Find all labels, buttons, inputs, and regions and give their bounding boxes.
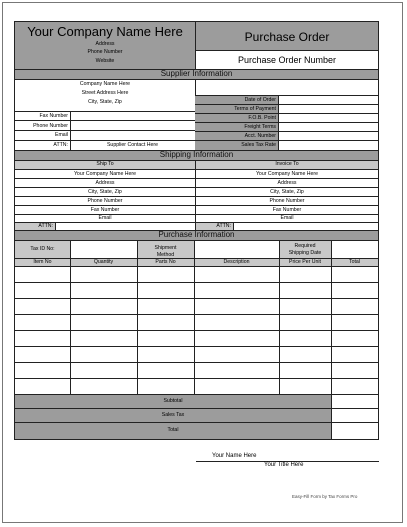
company-address[interactable]: Address — [95, 41, 115, 47]
subtotal-row — [15, 395, 331, 408]
date-of-order-label: Date of Order — [244, 97, 276, 103]
ship-to-line[interactable]: Fax Number — [90, 207, 120, 213]
ship-to-line[interactable]: Email — [98, 215, 112, 221]
shipment-method-label: Shipment Method — [154, 245, 177, 258]
supplier-email-label: Email — [55, 132, 68, 138]
invoice-to-line[interactable]: City, State, Zip — [270, 189, 304, 195]
tax-id-label-bg — [15, 241, 70, 258]
invoice-to-header — [196, 161, 378, 169]
sales-tax-label: Sales Tax — [161, 412, 185, 418]
ship-to-line[interactable]: Your Company Name Here — [73, 171, 137, 177]
total-label: Total — [167, 427, 179, 433]
tax-id-label: Tax ID No: — [30, 246, 55, 252]
company-header — [15, 22, 195, 69]
acct-label: Acct. Number — [244, 133, 276, 139]
shipping-section-title: Shipping Information — [15, 151, 378, 160]
table-row[interactable] — [15, 314, 378, 315]
table-row[interactable] — [15, 298, 378, 299]
invoice-to-line[interactable]: Phone Number — [269, 198, 305, 204]
invoice-attn-label: ATTN: — [216, 223, 231, 229]
items-table — [15, 266, 378, 402]
col-price-per-unit: Price Per Unit — [289, 259, 321, 265]
invoice-to-label: Invoice To — [275, 161, 299, 167]
invoice-attn-label-bg — [196, 223, 233, 230]
company-website[interactable]: Website — [95, 58, 115, 64]
supplier-city[interactable]: City, State, Zip — [88, 99, 122, 105]
shipment-method-label-bg — [137, 241, 194, 258]
company-phone[interactable]: Phone Number — [87, 49, 123, 55]
signer-name[interactable]: Your Name Here — [212, 453, 257, 459]
ship-to-label: Ship To — [96, 161, 114, 167]
ship-to-line[interactable]: Address — [95, 180, 115, 186]
invoice-to-line[interactable]: Address — [277, 180, 297, 186]
invoice-to-line[interactable]: Email — [280, 215, 294, 221]
supplier-phone-label: Phone Number — [33, 123, 68, 129]
sales-tax-row — [15, 409, 331, 422]
ship-to-header — [15, 161, 195, 169]
invoice-to-line[interactable]: Your Company Name Here — [255, 171, 319, 177]
col-quantity: Quantity — [93, 259, 114, 265]
total-row — [15, 423, 331, 439]
po-number-field[interactable]: Purchase Order Number — [237, 55, 337, 65]
company-name[interactable]: Your Company Name Here — [27, 24, 183, 39]
invoice-to-line[interactable]: Fax Number — [272, 207, 302, 213]
ship-to-line[interactable]: Phone Number — [87, 198, 123, 204]
supplier-section-title: Supplier Information — [15, 70, 378, 79]
freight-label: Freight Terms — [244, 124, 276, 130]
supplier-company[interactable]: Company Name Here — [79, 81, 131, 87]
supplier-street[interactable]: Street Address Here — [81, 90, 129, 96]
po-title-box — [196, 22, 378, 50]
sales-tax-rate-label: Sales Tax Rate — [241, 142, 276, 148]
table-row[interactable] — [15, 346, 378, 347]
table-row[interactable] — [15, 282, 378, 283]
supplier-contact[interactable]: Supplier Contact Here — [106, 142, 159, 148]
terms-payment-label: Terms of Payment — [234, 106, 276, 112]
fob-label: F.O.B. Point — [248, 115, 276, 121]
ship-attn-label-bg — [15, 223, 55, 230]
ship-attn-label: ATTN: — [38, 223, 53, 229]
col-total: Total — [349, 259, 360, 265]
signer-title[interactable]: Your Title Here — [264, 462, 304, 468]
required-date-label: Required Shipping Date — [288, 243, 322, 256]
ship-to-line[interactable]: City, State, Zip — [88, 189, 122, 195]
purchase-order-form — [14, 21, 379, 440]
table-row[interactable] — [15, 378, 378, 379]
col-description: Description — [223, 259, 250, 265]
doc-title: Purchase Order — [244, 30, 330, 44]
table-row[interactable] — [15, 330, 378, 331]
col-item-no: Item No — [33, 259, 52, 265]
subtotal-label: Subtotal — [163, 398, 183, 404]
purchase-section-title: Purchase Information — [15, 231, 378, 240]
form-credit: Easy-Fill Form by Tax Forms Pro — [292, 494, 358, 499]
required-date-label-bg — [279, 241, 331, 258]
table-row[interactable] — [15, 362, 378, 363]
supplier-fax-label: Fax Number — [39, 113, 68, 119]
col-parts-no: Parts No — [155, 259, 176, 265]
supplier-attn-label: ATTN: — [53, 142, 68, 148]
